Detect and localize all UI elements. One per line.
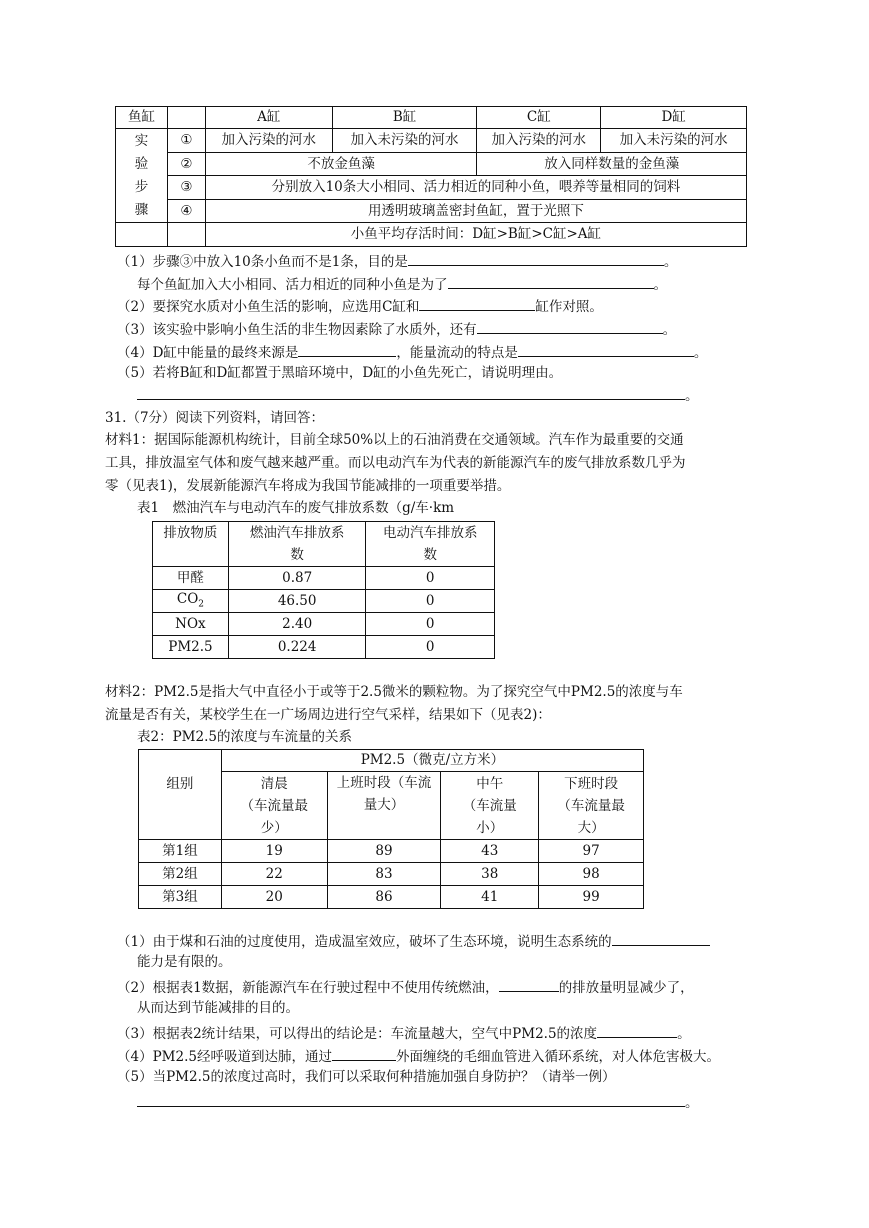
q31-5: （5）当PM2.5的浓度过高时，我们可以采取何种措施加强自身防护？（请举一例） [117,1069,616,1085]
table-cell: 加入污染的河水 [205,129,332,153]
table-cell: 加入未污染的河水 [601,129,747,153]
q31-3: （3）根据表2统计结果，可以得出的结论是：车流量越大，空气中PM2.5的浓度 。 [117,1023,691,1042]
q30-4: （4）D缸中能量的最终来源是 ，能量流动的特点是 。 [117,342,707,361]
table-cell: 放入同样数量的金鱼藻 [477,153,747,176]
answer-blank[interactable] [499,977,559,992]
q30-5: （5）若将B缸和D缸都置于黑暗环境中，D缸的小鱼先死亡，请说明理由。 [117,365,563,381]
answer-blank[interactable] [448,274,654,289]
period-header: 清晨 （车流量最 少） [221,772,327,840]
material-1-line: 零（见表1)，发展新能源汽车将成为我国节能减排的一项重要举措。 [105,478,511,494]
period-header: 下班时段 （车流量最 大） [539,772,644,840]
table-row: NOx 2.40 0 [153,613,495,636]
q31-2b: 从而达到节能减排的目的。 [137,1000,299,1016]
answer-blank[interactable] [137,1092,685,1107]
answer-blank[interactable] [612,931,710,946]
table-row: 第1组 19 89 43 97 [139,840,644,863]
answer-blank[interactable] [419,296,535,311]
header-tank-d: D缸 [601,107,747,129]
table2-caption: 表2：PM2.5的浓度与车流量的关系 [137,729,352,745]
steps-label: 实 验 步 骤 [116,129,168,223]
material-1-line: 工具，排放温室气体和废气越来越严重。而以电动汽车为代表的新能源汽车的废气排放系数几乎为 [105,455,686,471]
pm25-table [138,749,644,909]
answer-blank[interactable] [477,319,663,334]
table1-header: 燃油汽车排放系 数 [228,522,366,567]
table-row: 第2组 22 83 38 98 [139,863,644,886]
q31-1b: 能力是有限的。 [137,954,232,970]
q31-2a: （2）根据表1数据，新能源汽车在行驶过程中不使用传统燃油， 的排放量明显减少了， [117,977,694,996]
answer-blank[interactable] [137,385,685,400]
table1-header: 排放物质 [153,522,229,567]
step-number: ④ [167,200,205,223]
emission-table [152,521,495,659]
unit-header: PM2.5（微克/立方米） [221,750,643,772]
col-header-tank: 鱼缸 [116,107,168,129]
step-number: ③ [167,176,205,200]
answer-blank[interactable] [408,251,664,266]
q30-1a: （1）步骤③中放入10条小鱼而不是1条，目的是 。 [117,251,677,270]
table-cell: 分别放入10条大小相同、活力相近的同种小鱼，喂养等量相同的饲料 [205,176,746,200]
q31-1a: （1）由于煤和石油的过度使用，造成温室效应，破坏了生态环境，说明生态系统的 [117,931,710,950]
table-cell: 加入未污染的河水 [332,129,477,153]
table1-caption: 表1 燃油汽车与电动汽车的废气排放系数（g/车·km [137,500,455,516]
step-number: ① [167,129,205,153]
header-tank-c: C缸 [477,107,601,129]
group-header: 组别 [139,750,222,840]
table1-header: 电动汽车排放系 数 [366,522,495,567]
q30-1b: 每个鱼缸加入大小相同、活力相近的同种小鱼是为了 。 [137,274,667,293]
table-cell: 用透明玻璃盖密封鱼缸，置于光照下 [205,200,746,223]
table-row: $CO_2$ 46.50 0 [153,590,495,613]
table-row: PM2.5 0.224 0 [153,636,495,659]
table-cell: 不放金鱼藻 [205,153,477,176]
period-header: 中午 （车流量 小） [441,772,539,840]
period-header: 上班时段（车流 量大） [327,772,441,840]
result-cell: 小鱼平均存活时间：D缸>B缸>C缸>A缸 [205,223,746,247]
q30-2: （2）要探究水质对小鱼生活的影响，应选用C缸和 缸作对照。 [117,296,603,315]
fish-tank-table [115,106,747,247]
table-row: 甲醛 0.87 0 [153,567,495,590]
q31-5-answer: 。 [137,1092,699,1111]
answer-blank[interactable] [298,342,396,357]
header-tank-b: B缸 [332,107,477,129]
header-tank-a: A缸 [205,107,332,129]
answer-blank[interactable] [332,1046,396,1061]
answer-blank[interactable] [518,342,694,357]
table-row: 第3组 20 86 41 99 [139,886,644,909]
answer-blank[interactable] [597,1023,677,1038]
step-number: ② [167,153,205,176]
table-cell: 加入污染的河水 [477,129,601,153]
q31-4: （4）PM2.5经呼吸道到达肺，通过 外面缠绕的毛细血管进入循环系统，对人体危害极大。 [117,1046,720,1065]
material-2-line: 流量是否有关，某校学生在一广场周边进行空气采样，结果如下（见表2)： [105,707,551,723]
q31-heading: 31.（7分）阅读下列资料，请回答： [105,410,325,426]
q30-3: （3）该实验中影响小鱼生活的非生物因素除了水质外，还有 。 [117,319,676,338]
material-2-line: 材料2：PM2.5是指大气中直径小于或等于2.5微米的颗粒物。为了探究空气中PM2.5的浓度与车 [105,684,683,700]
q30-5-answer: 。 [137,385,699,404]
material-1-line: 材料1：据国际能源机构统计，目前全球50%以上的石油消费在交通领域。汽车作为最重要的交通 [105,432,684,448]
